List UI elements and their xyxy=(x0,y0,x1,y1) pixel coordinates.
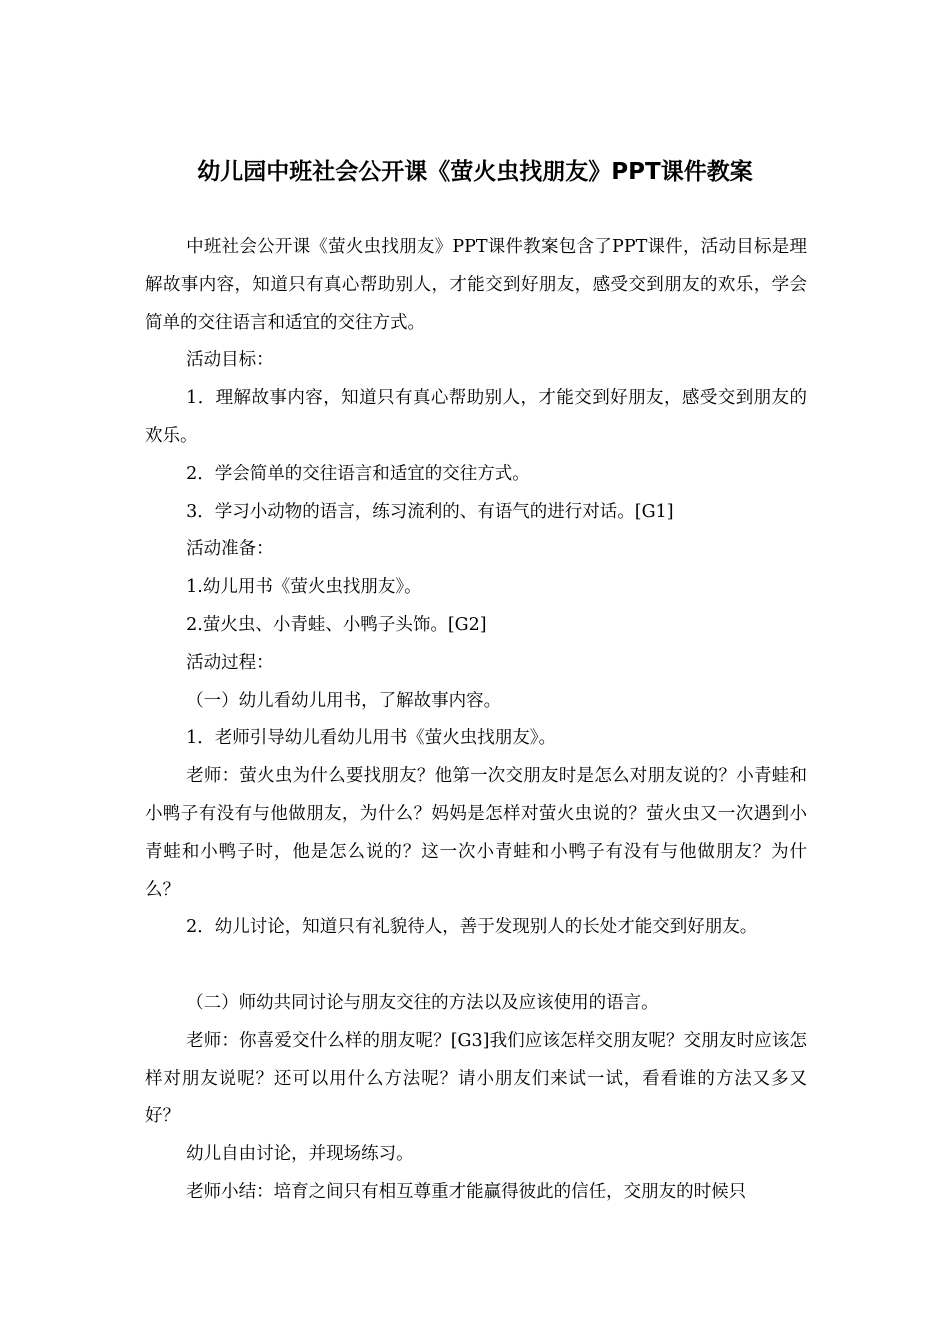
process-item: 1．老师引导幼儿看幼儿用书《萤火虫找朋友》。 xyxy=(186,728,557,749)
section-heading-process: 活动过程： xyxy=(186,652,274,673)
document-body xyxy=(145,229,807,1212)
section-heading-preparation: 活动准备： xyxy=(186,539,274,560)
goal-item: 3．学习小动物的语言，练习流利的、有语气的进行对话。[G1] xyxy=(186,501,674,522)
preparation-item: 1.幼儿用书《萤火虫找朋友》。 xyxy=(186,577,422,598)
section-heading-goals: 活动目标： xyxy=(186,350,274,371)
teacher-dialogue: 老师：萤火虫为什么要找朋友？他第一次交朋友时是怎么对朋友说的？小青蛙和小鸭子有没有与他做朋友，为什么？妈妈是怎样对萤火虫说的？萤火虫又一次遇到小青蛙和小鸭子时，他是怎么说的？这一次小青蛙和小鸭子有没有与他做朋友？为什么？ xyxy=(145,766,807,900)
goal-item: 1．理解故事内容，知道只有真心帮助别人，才能交到好朋友，感受交到朋友的欢乐。 xyxy=(145,388,807,446)
teacher-summary: 老师小结：培育之间只有相互尊重才能赢得彼此的信任，交朋友的时候只 xyxy=(186,1181,747,1202)
goal-item: 2．学会简单的交往语言和适宜的交往方式。 xyxy=(186,463,530,484)
teacher-dialogue: 老师：你喜爱交什么样的朋友呢？[G3]我们应该怎样交朋友呢？交朋友时应该怎样对朋友说呢？还可以用什么方法呢？请小朋友们来试一试，看看谁的方法又多又好？ xyxy=(145,1030,807,1127)
preparation-item: 2.萤火虫、小青蛙、小鸭子头饰。[G2] xyxy=(186,614,487,635)
process-item: 2．幼儿讨论，知道只有礼貌待人，善于发现别人的长处才能交到好朋友。 xyxy=(186,917,758,938)
process-step-heading: （一）幼儿看幼儿用书，了解故事内容。 xyxy=(186,690,502,711)
process-step-heading: （二）师幼共同讨论与朋友交往的方法以及应该使用的语言。 xyxy=(186,992,659,1013)
process-item: 幼儿自由讨论，并现场练习。 xyxy=(186,1144,414,1165)
intro-paragraph: 中班社会公开课《萤火虫找朋友》PPT课件教案包含了PPT课件，活动目标是理解故事内容，知道只有真心帮助别人，才能交到好朋友，感受交到朋友的欢乐，学会简单的交往语言和适宜的交往方式。 xyxy=(145,237,807,333)
document-title: 幼儿园中班社会公开课《萤火虫找朋友》PPT课件教案 xyxy=(197,159,753,185)
